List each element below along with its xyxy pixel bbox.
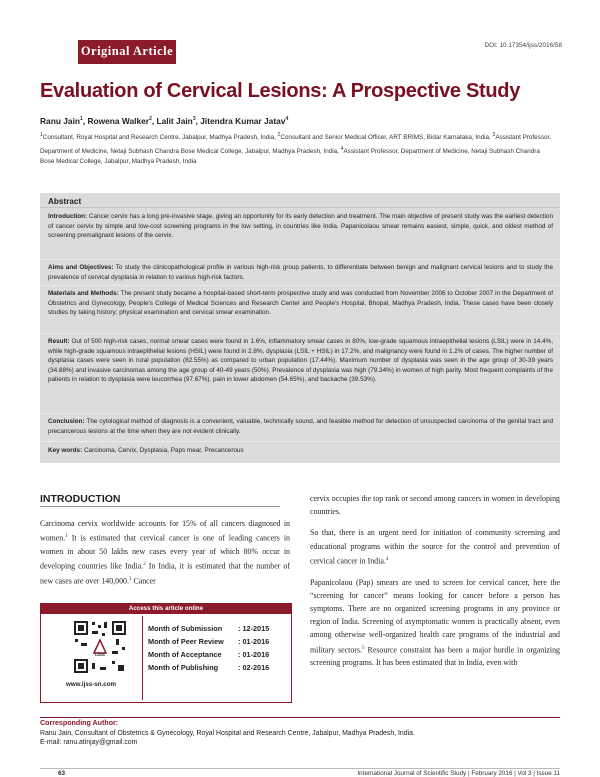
- corresponding-rule: [40, 717, 560, 718]
- author-sup: 3: [192, 116, 196, 123]
- abstract-divider: [40, 285, 560, 286]
- abstract-divider: [40, 333, 560, 334]
- corresponding-email: E-mail: ranu.atinjay@gmail.com: [40, 739, 138, 747]
- date-row: Month of Acceptance : 01-2016: [148, 650, 270, 659]
- abstract-result: Result: Out of 500 high-risk cases, normal smear cases were found in 1.6%, inflammatory smear cases in 80%, low-grade squamous intraepithelial lesions (LSIL) were in 14.4%, while high-grade squamous intraepithelial lesions (HSIL) were found in 2.8%, dysplasia (LSIL + HSIL) in 17.2%, and malignancy were found in 1.2% of cases. The higher number of dysplasia cases were seen in rural population (82.55%) as compared to urban population (17.44%). Maximum number of dysplasia was seen in the age group of 30-39 years (34.88%) and invasive carcinomas among the age group of 40-49 years (50%). Prevalence of dysplasia was high (79.34%) in women of high parity. Most frequent complaints of the patients in relation to dysplasia were leucorrhea (97.67%), pain in lower abdomen (54.65%), and backache (39.53%).: [48, 338, 554, 384]
- abstract-divider: [40, 207, 560, 208]
- qr-code-icon[interactable]: [72, 619, 128, 675]
- abstract-methods: Materials and Methods: The present study became a hospital-based short-term prospective study and was conducted from November 2006 to October 2007 in the Department of Obstetrics and Gynecology, People's College of Medical Sciences and Research Center and People's Hospital, Bhopal, Madhya Pradesh, India. These cases have been closely studies by taking history; physical examination and cervical smear examination.: [48, 290, 553, 317]
- logo-mark: [90, 637, 110, 657]
- author-list: Ranu Jain$^1$, Rowena Walker$^2$, Lalit Jain$^3$, Jitendra Kumar Jatav$^4$: [40, 116, 289, 126]
- intro-column-right: [310, 492, 560, 670]
- abstract-divider: [40, 413, 560, 414]
- section-heading: INTRODUCTION: [40, 493, 121, 505]
- abstract-heading: Abstract: [48, 197, 82, 206]
- journal-citation: International Journal of Scientific Study | February 2016 | Vol 3 | Issue 11: [357, 770, 560, 777]
- footer-rule: [40, 768, 560, 769]
- author-name: Ranu Jain: [40, 116, 81, 126]
- affiliations: $^1$Consultant, Royal Hospital and Research Centre, Jabalpur, Madhya Pradesh, India, $^2$Consultant and Senior Medical Officer, ART BRIMS, Bidar Karnataka, India, $^3$Assistant Professor, Department of Medicine, Netaji Subhash Chandra Bose Medical College, Jabalpur, Madhya Pradesh, India, $^4$Assistant Professor, Department of Medicine, Netaji Subhash Chandra Bose Medical College, Jabalpur, Madhya Pradesh, India: [40, 132, 551, 165]
- corresponding-heading: Corresponding Author:: [40, 719, 119, 727]
- date-row: Month of Peer Review : 01-2016: [148, 637, 270, 646]
- author-sup: 1: [80, 116, 83, 123]
- paragraph: Papanicolaou (Pap) smears are used to screen for cervical cancer, here the “screening for cancer” means looking for cancer before a person has symptoms. There are no organized screening programs in any province or region of India. Screening of asymptomatic women is practically absent, even among otherwise well-organized health care programs of the industrial and military sectors.$^5$ Resource constraint has been a major hurdle in organizing screening programs. It has been estimated that in India, even with: [310, 577, 560, 668]
- paragraph: cervix occupies the top rank or second among cancers in women in developing countries.: [310, 494, 560, 517]
- abstract-conclusion: Conclusion: The cytological method of diagnosis is a convenient, valuable, technically sound, and feasible method for detection of unsuspected carcinoma of the genital tract and precancerous lesions at the time when they are not evident clinically.: [48, 418, 554, 435]
- corresponding-details: [40, 729, 415, 748]
- date-row: Month of Publishing : 02-2016: [148, 663, 270, 672]
- author-sup: 4: [285, 116, 289, 123]
- author-name: Rowena Walker: [87, 116, 150, 126]
- doi-label[interactable]: DOI: 10.17354/ijss/2016/58: [484, 42, 562, 49]
- page-number: 63: [58, 770, 66, 777]
- article-title: Evaluation of Cervical Lesions: A Prospective Study: [40, 80, 521, 102]
- abstract-divider: [40, 441, 560, 442]
- article-type-tag: Original Article: [78, 40, 176, 62]
- website-link[interactable]: www.ijss-sn.com: [66, 681, 116, 688]
- logo-text: IJSS: [95, 652, 105, 657]
- abstract-introduction: Introduction: Cancer cervix has a long pre-invasive stage, giving an opportunity for its early detection and treatment. The main objective of present study was the earliest detection of cancer cervix by simple and low-cost screening programs in the low setting, in countries like India. Papanicolaou smear remains easiest, simple, quick, and oldest method of screening premalignant lesions of the cervix.: [48, 213, 553, 240]
- abstract-keywords: Key words: Carcinoma, Cervix, Dysplasia, Paps mear, Precancerous: [48, 447, 244, 454]
- access-divider: [142, 616, 143, 700]
- abstract-aims: Aims and Objectives: To study the clinicopathological profile in various high-risk group patients, to differentiate between benign and malignant cervical lesions and to study the prevalence of cervical dysplasia in relation to various high-risk factors.: [48, 264, 554, 281]
- access-heading: Access this article online: [40, 603, 292, 614]
- heading-rule: [40, 506, 280, 507]
- publication-dates: [148, 622, 269, 674]
- author-name: Jitendra Kumar Jatav: [200, 116, 286, 126]
- author-name: Lalit Jain: [156, 116, 193, 126]
- author-sup: 2: [149, 116, 152, 123]
- corresponding-address: Ranu Jain, Consultant of Obstetrics & Gynecology, Royal Hospital and Research Centre, Jabalpur, Madhya Pradesh, India.: [40, 730, 415, 737]
- intro-paragraph-left: Carcinoma cervix worldwide accounts for 15% of all cancers diagnosed in women.$^1$ It is estimated that cervical cancer is one of leading cancers in women in about 50 lakhs new cases every year of which 80% occur in developing countries like India.$^2$ In India, it is estimated that the number of new cases are over 140,000.$^3$ Cancer: [40, 519, 291, 586]
- abstract-divider: [40, 259, 560, 260]
- paragraph: So that, there is an urgent need for initiation of community screening and educational programs within the source for the control and prevention of cervical cancer in India.$^4$: [310, 528, 560, 566]
- tag-underline: [78, 62, 176, 64]
- date-row: Month of Submission : 12-2015: [148, 624, 270, 633]
